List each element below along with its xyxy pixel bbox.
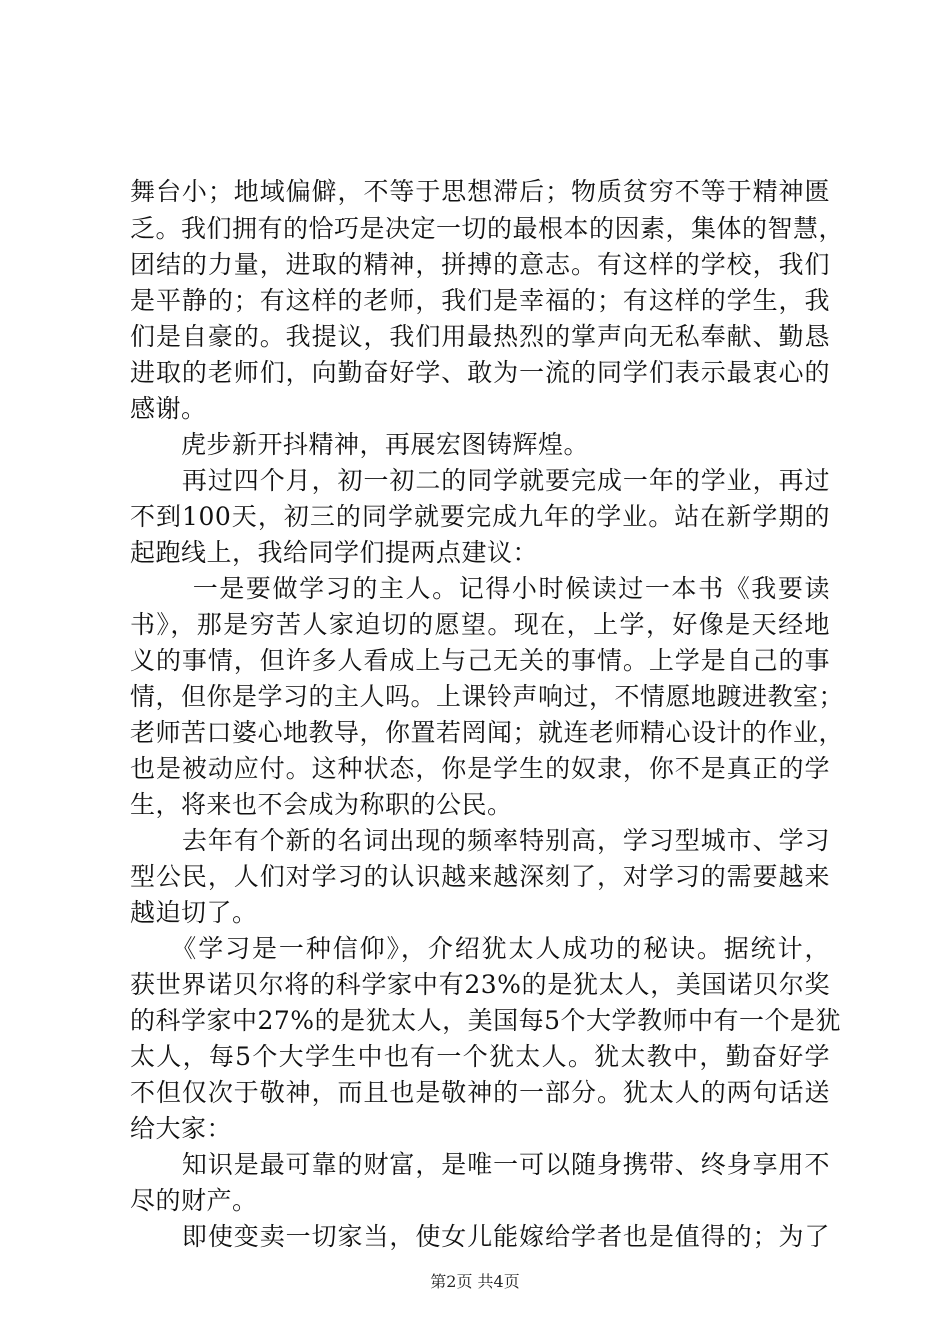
text-line: 感谢。 (130, 394, 207, 423)
text-line: 舞台小；地域偏僻，不等于思想滞后；物质贫穷不等于精神匮 (130, 177, 830, 206)
text-line: 生，将来也不会成为称职的公民。 (130, 790, 513, 819)
text-line: 义的事情，但许多人看成上与己无关的事情。上学是自己的事 (130, 646, 830, 675)
text-line: 老师苦口婆心地教导，你置若罔闻；就连老师精心设计的作业， (130, 718, 845, 747)
text-line: 给大家： (130, 1114, 233, 1143)
text-line: 一是要做学习的主人。记得小时候读过一本书《我要读 (130, 574, 830, 603)
text-line: 的科学家中27%的是犹太人，美国每5个大学教师中有一个是犹 (130, 1006, 841, 1035)
text-line: 再过四个月，初一初二的同学就要完成一年的学业，再过 (130, 466, 830, 495)
text-line: 知识是最可靠的财富，是唯一可以随身携带、终身享用不 (130, 1150, 830, 1179)
text-line: 型公民，人们对学习的认识越来越深刻了，对学习的需要越来 (130, 862, 830, 891)
text-line: 尽的财产。 (130, 1186, 258, 1215)
text-line: 们是自豪的。我提议，我们用最热烈的掌声向无私奉献、勤恳 (130, 322, 830, 351)
text-line: 进取的老师们，向勤奋好学、敢为一流的同学们表示最衷心的 (130, 358, 830, 387)
text-line: 书》，那是穷苦人家迫切的愿望。现在，上学，好像是天经地 (130, 610, 830, 639)
text-line: 也是被动应付。这种状态，你是学生的奴隶，你不是真正的学 (130, 754, 830, 783)
text-line: 是平静的；有这样的老师，我们是幸福的；有这样的学生，我 (130, 286, 830, 315)
text-line: 起跑线上，我给同学们提两点建议： (130, 538, 539, 567)
text-line: 去年有个新的名词出现的频率特别高，学习型城市、学习 (130, 826, 830, 855)
text-line: 《学习是一种信仰》，介绍犹太人成功的秘诀。据统计， (130, 934, 830, 963)
text-line: 获世界诺贝尔将的科学家中有23%的是犹太人，美国诺贝尔奖 (130, 970, 830, 999)
text-line: 越迫切了。 (130, 898, 258, 927)
text-line: 情，但你是学习的主人吗。上课铃声响过，不情愿地踱进教室； (130, 682, 845, 711)
text-line: 虎步新开抖精神，再展宏图铸辉煌。 (130, 430, 590, 459)
text-line: 不但仅次于敬神，而且也是敬神的一部分。犹太人的两句话送 (130, 1078, 830, 1107)
text-line: 乏。我们拥有的恰巧是决定一切的最根本的因素，集体的智慧， (130, 214, 845, 243)
page-footer: 第2页 共4页 (430, 1272, 520, 1291)
text-line: 即使变卖一切家当，使女儿能嫁给学者也是值得的；为了 (130, 1222, 830, 1251)
text-line: 不到100天，初三的同学就要完成九年的学业。站在新学期的 (130, 502, 830, 531)
text-line: 太人，每5个大学生中也有一个犹太人。犹太教中，勤奋好学 (130, 1042, 830, 1071)
text-line: 团结的力量，进取的精神，拼搏的意志。有这样的学校，我们 (130, 250, 830, 279)
